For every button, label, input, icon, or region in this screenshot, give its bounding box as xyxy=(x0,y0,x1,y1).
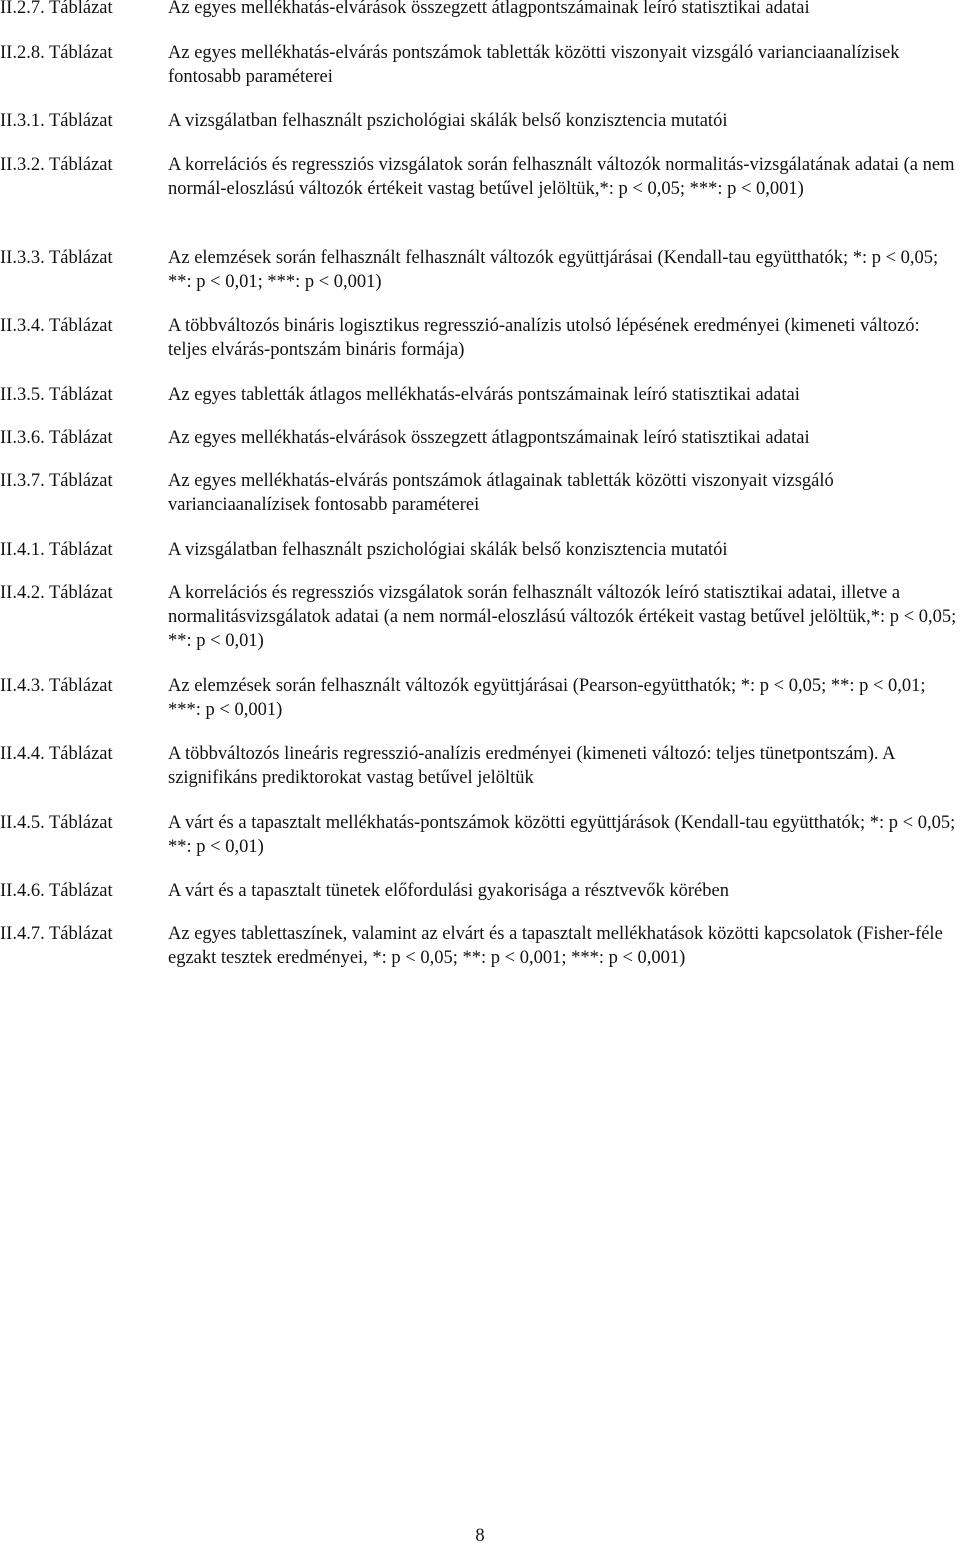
list-item xyxy=(0,538,958,562)
table-description: Az egyes mellékhatás-elvárás pontszámok átlagainak tabletták közötti viszonyait vizsgáló varianciaanalízisek fontosabb paraméterei xyxy=(168,471,834,515)
table-label: II.3.4. Táblázat xyxy=(0,316,113,336)
table-description: Az egyes mellékhatás-elvárások összegzett átlagpontszámainak leíró statisztikai adatai xyxy=(168,0,810,18)
table-description: A várt és a tapasztalt mellékhatás-pontszámok közötti együttjárások (Kendall-tau együtthatók; *: p < 0,05; **: p < 0,01) xyxy=(168,813,956,857)
list-item xyxy=(0,383,958,407)
table-description: Az elemzések során felhasznált változók együttjárásai (Pearson-együtthatók; *: p < 0,05; **: p < 0,01; ***: p < 0,001) xyxy=(168,676,926,720)
table-description: A többváltozós bináris logisztikus regresszió-analízis utolsó lépésének eredményei (kimeneti változó: teljes elvárás-pontszám bináris formája) xyxy=(168,316,920,360)
table-description: Az egyes tabletták átlagos mellékhatás-elvárás pontszámainak leíró statisztikai adatai xyxy=(168,385,800,405)
table-label: II.4.6. Táblázat xyxy=(0,881,113,901)
table-label: II.3.6. Táblázat xyxy=(0,428,113,448)
list-item xyxy=(0,41,958,89)
table-description: A többváltozós lineáris regresszió-analízis eredményei (kimeneti változó: teljes tünetpontszám). A szignifikáns prediktorokat vastag betűvel jelöltük xyxy=(168,744,895,788)
list-item xyxy=(0,246,958,294)
list-item xyxy=(0,469,958,517)
table-label: II.3.3. Táblázat xyxy=(0,248,113,268)
table-description: A korrelációs és regressziós vizsgálatok során felhasznált változók normalitás-vizsgálatának adatai (a nem normál-eloszlású változók értékeit vastag betűvel jelöltük,*: p < 0,05; ***: p < 0,001) xyxy=(168,155,955,199)
table-description: A vizsgálatban felhasznált pszichológiai skálák belső konzisztencia mutatói xyxy=(168,111,728,131)
table-label: II.3.5. Táblázat xyxy=(0,385,113,405)
list-item xyxy=(0,426,958,450)
table-description: Az egyes tablettaszínek, valamint az elvárt és a tapasztalt mellékhatások közötti kapcsolatok (Fisher-féle egzakt tesztek eredményei, *: p < 0,05; **: p < 0,001; ***: p < 0,001) xyxy=(168,924,943,968)
table-label: II.2.8. Táblázat xyxy=(0,43,113,63)
table-label: II.4.7. Táblázat xyxy=(0,924,113,944)
table-description: Az egyes mellékhatás-elvárások összegzett átlagpontszámainak leíró statisztikai adatai xyxy=(168,428,810,448)
list-item xyxy=(0,742,958,790)
table-label: II.4.5. Táblázat xyxy=(0,813,113,833)
table-description: A vizsgálatban felhasznált pszichológiai skálák belső konzisztencia mutatói xyxy=(168,540,728,560)
table-label: II.4.1. Táblázat xyxy=(0,540,113,560)
table-label: II.3.7. Táblázat xyxy=(0,471,113,491)
table-label: II.4.4. Táblázat xyxy=(0,744,113,764)
table-description: Az egyes mellékhatás-elvárás pontszámok tabletták közötti viszonyait vizsgáló varianciaanalízisek fontosabb paraméterei xyxy=(168,43,900,87)
table-description: A várt és a tapasztalt tünetek előfordulási gyakorisága a résztvevők körében xyxy=(168,881,729,901)
list-item xyxy=(0,153,958,201)
table-label: II.2.7. Táblázat xyxy=(0,0,113,18)
list-item xyxy=(0,0,958,20)
table-description: Az elemzések során felhasznált felhasznált változók együttjárásai (Kendall-tau együtthatók; *: p < 0,05; **: p < 0,01; ***: p < 0,001) xyxy=(168,248,939,292)
table-label: II.4.2. Táblázat xyxy=(0,583,113,603)
page-number: 8 xyxy=(475,1526,485,1546)
list-item xyxy=(0,674,958,722)
list-item xyxy=(0,109,958,133)
list-item xyxy=(0,314,958,362)
table-label: II.4.3. Táblázat xyxy=(0,676,113,696)
table-label: II.3.2. Táblázat xyxy=(0,155,113,175)
table-label: II.3.1. Táblázat xyxy=(0,111,113,131)
list-item xyxy=(0,581,958,653)
list-item xyxy=(0,811,958,859)
list-item xyxy=(0,922,958,970)
table-description: A korrelációs és regressziós vizsgálatok során felhasznált változók leíró statisztikai adatai, illetve a normalitásvizsgálatok adatai (a nem normál-eloszlású változók értékeit vastag betűvel jelöltük,*: p < 0,05; **: p < 0,01) xyxy=(168,583,957,651)
list-item xyxy=(0,879,958,903)
